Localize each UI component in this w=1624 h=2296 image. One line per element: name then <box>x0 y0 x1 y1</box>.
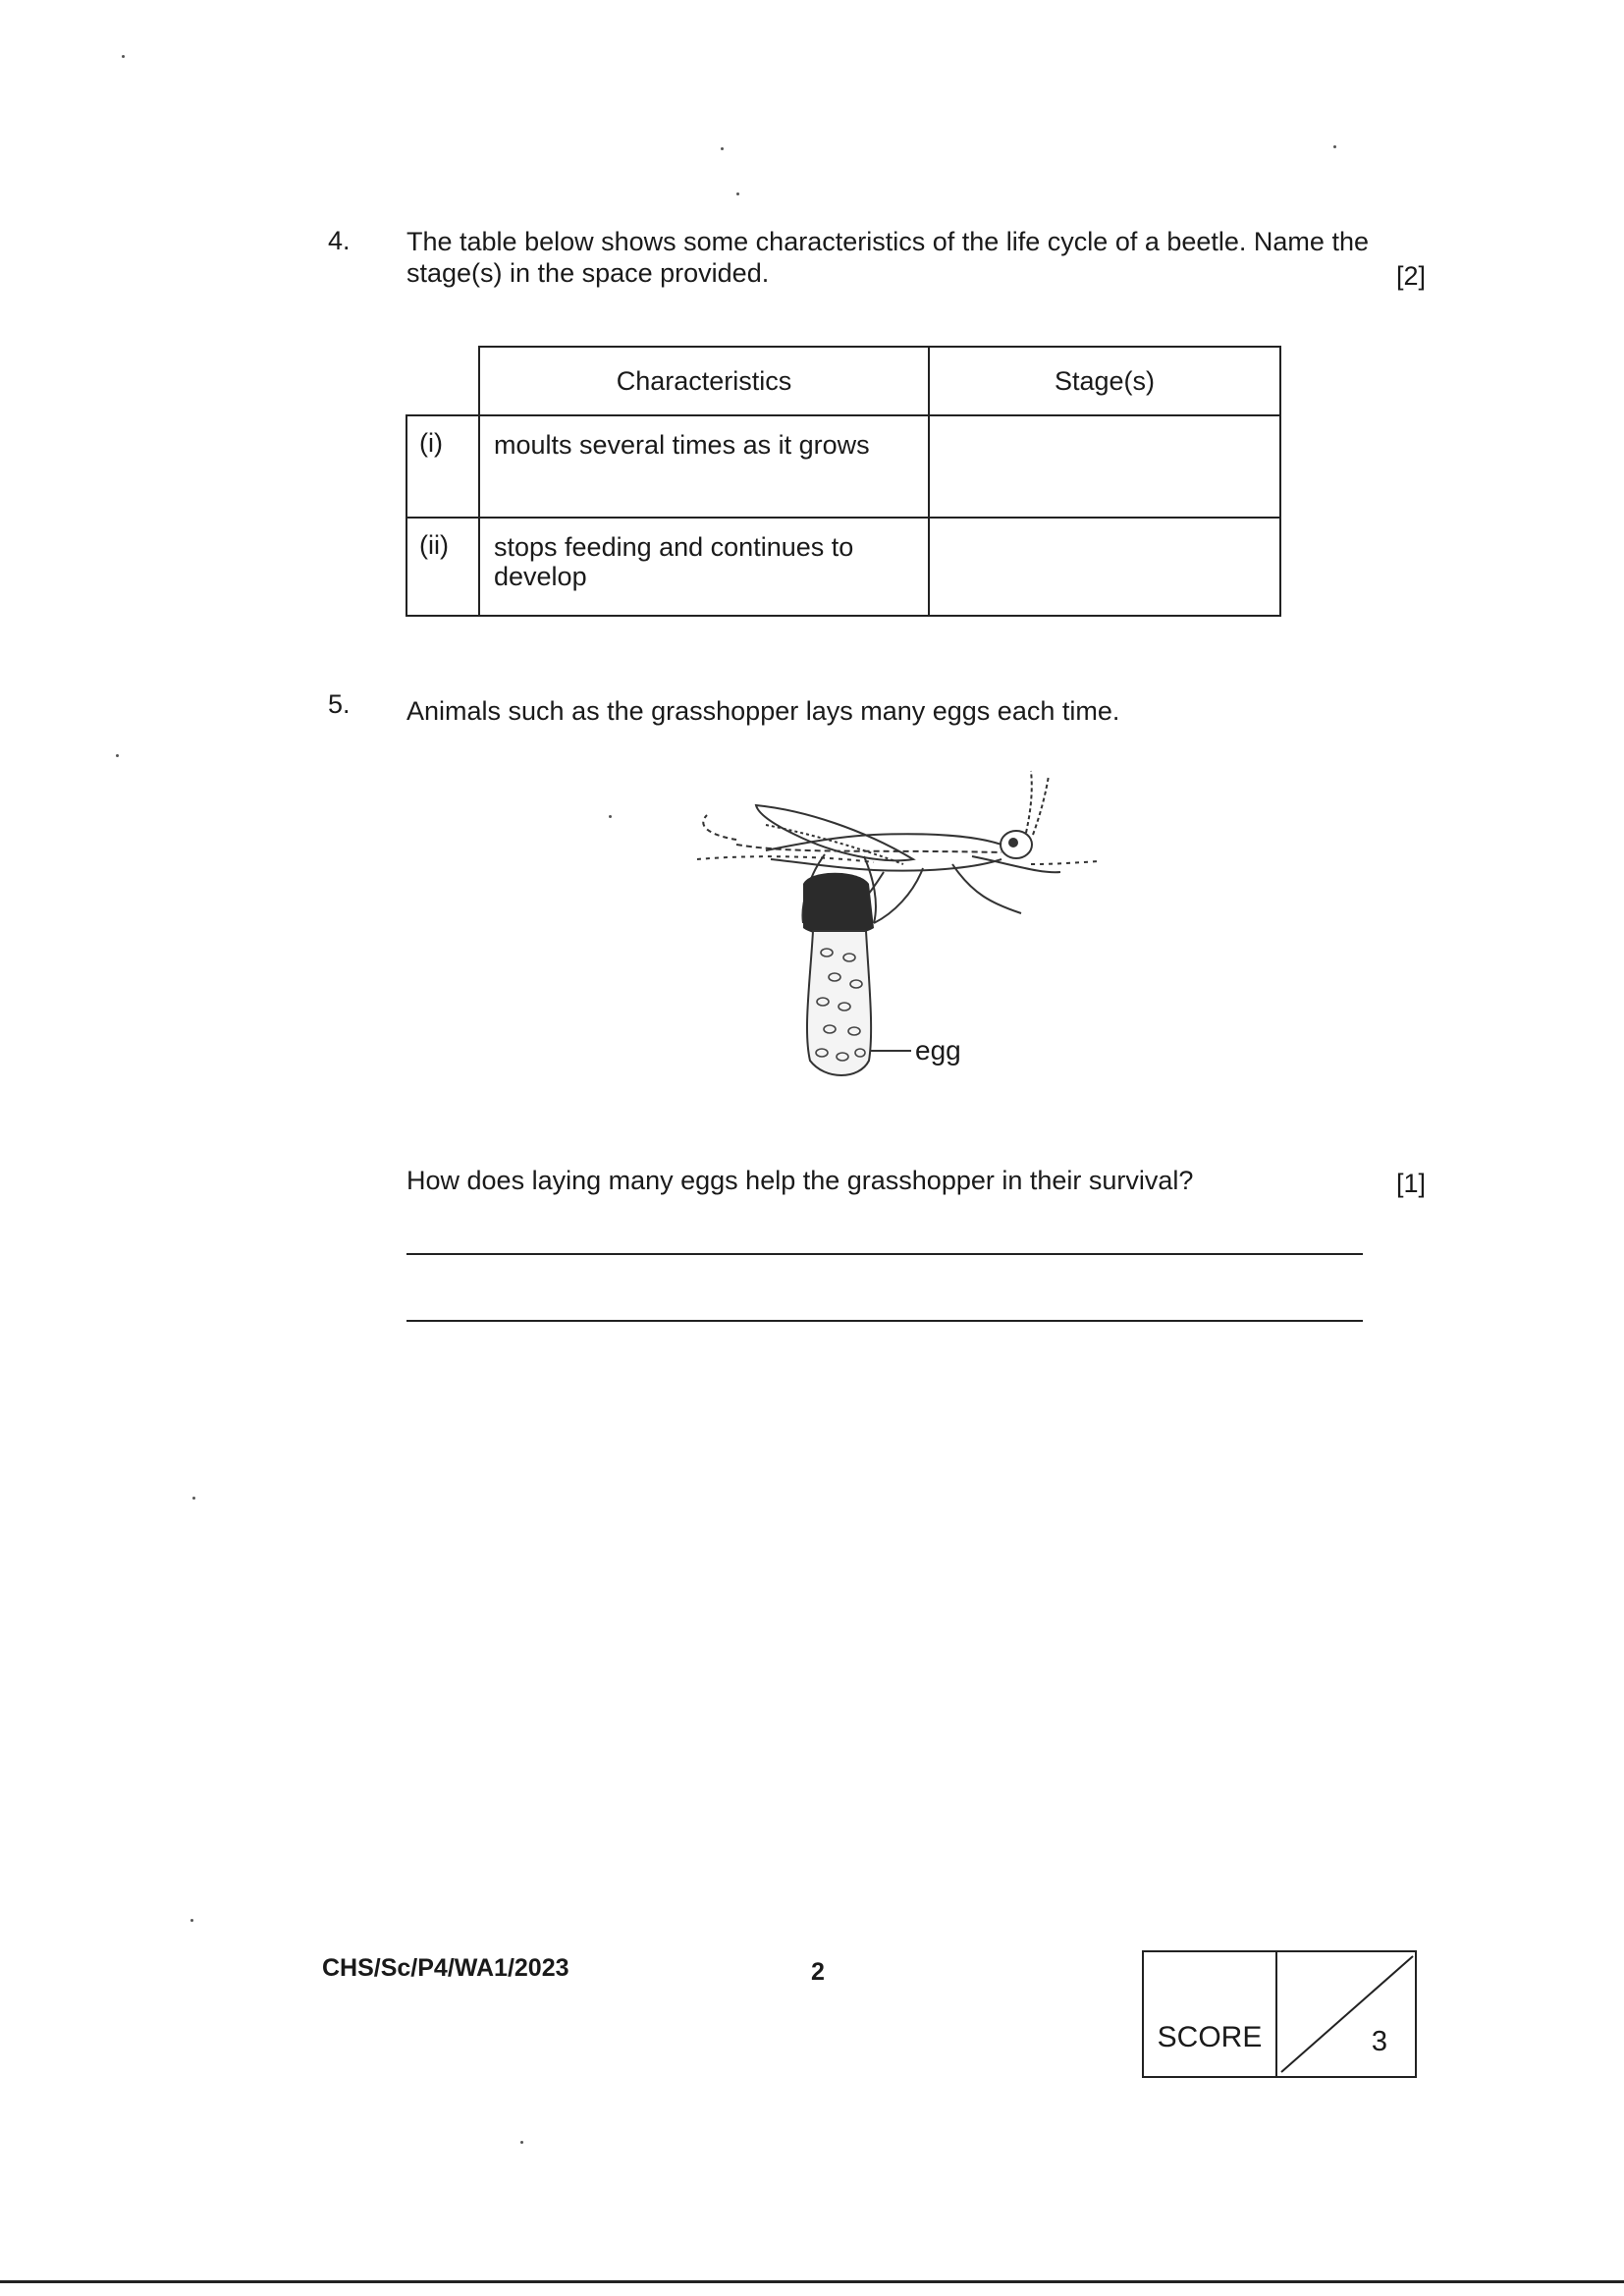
question-5-number: 5. <box>328 689 351 719</box>
grasshopper-egg-illustration <box>677 766 1149 1110</box>
question-5-prompt: How does laying many eggs help the grasshopper in their survival? <box>406 1166 1194 1195</box>
egg-label: egg <box>915 1035 961 1066</box>
row-characteristic: moults several times as it grows <box>479 415 929 518</box>
scan-speck <box>721 147 724 150</box>
scan-speck <box>122 55 125 58</box>
page-bottom-rule <box>0 2280 1624 2283</box>
score-box <box>1142 1950 1417 2078</box>
stage-answer-cell[interactable] <box>929 415 1280 518</box>
score-max: 3 <box>1371 2026 1387 2057</box>
table-row <box>406 415 1280 518</box>
paper-code: CHS/Sc/P4/WA1/2023 <box>322 1954 569 1982</box>
header-stages: Stage(s) <box>929 347 1280 415</box>
life-cycle-table <box>406 346 1281 617</box>
question-4-number: 4. <box>328 226 351 255</box>
question-5-marks: [1] <box>1396 1169 1427 1198</box>
score-diagonal <box>1277 1952 1415 2076</box>
scan-speck <box>609 815 612 818</box>
question-4-marks: [2] <box>1396 261 1427 291</box>
scan-speck <box>116 754 119 757</box>
answer-line-2[interactable] <box>406 1320 1363 1322</box>
page-number: 2 <box>811 1958 825 1986</box>
scan-speck <box>736 192 739 195</box>
scan-speck <box>192 1497 195 1500</box>
question-4-text: The table below shows some characteristics of the life cycle of a beetle. Name the stage(s) in the space provided. <box>406 227 1369 288</box>
answer-line-1[interactable] <box>406 1253 1363 1255</box>
row-label: (i) <box>406 415 479 518</box>
question-5-text: Animals such as the grasshopper lays many eggs each time. <box>406 696 1120 726</box>
header-characteristics: Characteristics <box>479 347 929 415</box>
scan-speck <box>190 1919 193 1922</box>
scan-speck <box>1333 145 1336 148</box>
table-row <box>406 518 1280 616</box>
score-label: SCORE <box>1144 1952 1277 2076</box>
stage-answer-cell[interactable] <box>929 518 1280 616</box>
row-label: (ii) <box>406 518 479 616</box>
row-characteristic: stops feeding and continues to develop <box>479 518 929 616</box>
scan-speck <box>520 2141 523 2144</box>
table-corner-cell <box>406 347 479 415</box>
